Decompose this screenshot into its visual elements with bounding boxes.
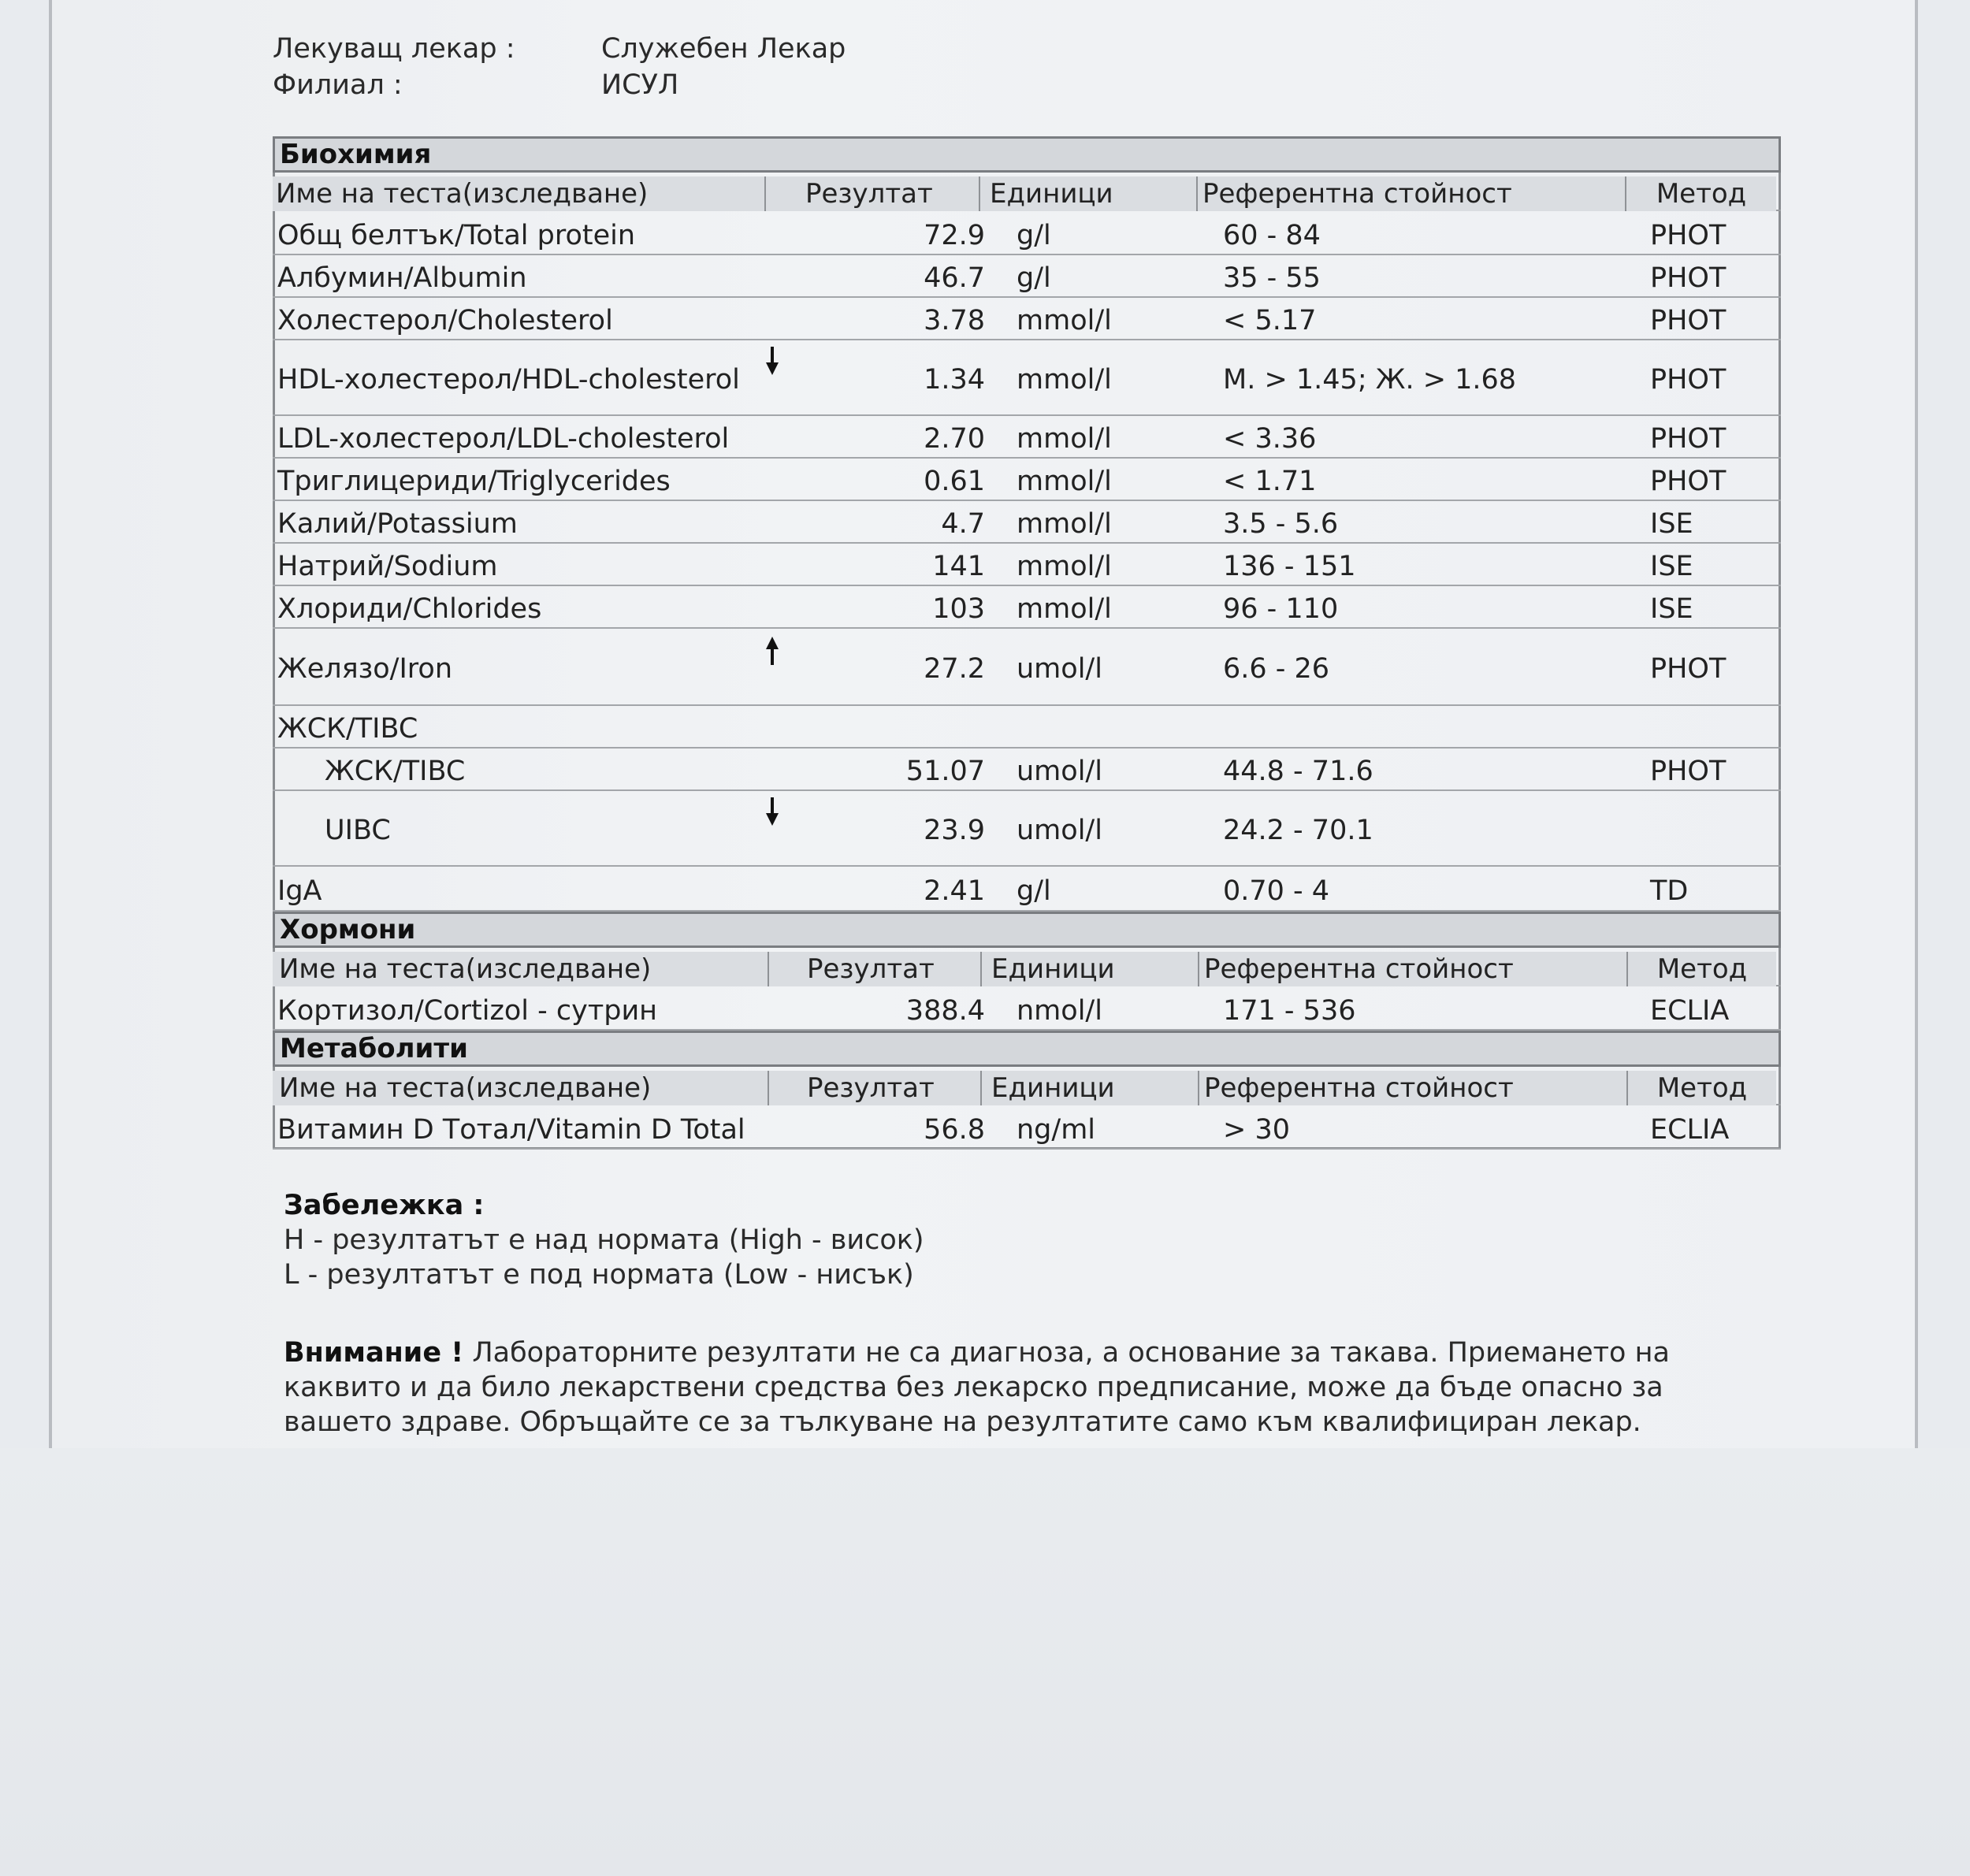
warning-paragraph (284, 1335, 1749, 1440)
test-result: 56.8 (924, 1114, 985, 1146)
test-unit: umol/l (1017, 756, 1102, 787)
test-reference-range: 171 - 536 (1223, 995, 1356, 1027)
test-unit: mmol/l (1017, 423, 1112, 455)
test-name: Желязо/Iron (277, 653, 453, 685)
branch-value: ИСУЛ (601, 69, 679, 101)
test-unit: umol/l (1017, 815, 1102, 846)
test-result: 141 (932, 551, 985, 582)
table-row (273, 629, 1781, 706)
background-surface (0, 1448, 1970, 1876)
col-method-label: Метод (1656, 1072, 1748, 1104)
table-row (273, 459, 1781, 501)
col-reference-label: Референтна стойност (1202, 178, 1512, 210)
test-reference-range: 96 - 110 (1223, 593, 1339, 625)
test-result: 1.34 (924, 364, 985, 396)
test-unit: mmol/l (1017, 593, 1112, 625)
doctor-label: Лекуващ лекар : (273, 33, 515, 65)
test-result: 2.41 (924, 875, 985, 907)
test-name: Триглицериди/Triglycerides (277, 466, 671, 497)
col-units-label: Единици (991, 953, 1115, 985)
section-title-biochem: Биохимия (273, 136, 1781, 173)
test-name: Калий/Potassium (277, 508, 518, 540)
warning-text: Лабораторните резултати не са диагноза, а основание за такава. Приемането на каквито и да било лекарствени средства без лекарско предписание, може да бъде опасно за вашето здраве. Обръщайте се за тълкуване на резултатите само към квалифициран лекар. (284, 1337, 1670, 1438)
col-name-header: Име на теста(изследване) (273, 176, 764, 211)
arrow-up-icon (764, 635, 781, 667)
test-unit: mmol/l (1017, 551, 1112, 582)
test-method: ISE (1650, 551, 1693, 582)
table-row (273, 988, 1781, 1031)
table-row (273, 255, 1781, 298)
test-result: 23.9 (924, 815, 985, 846)
section-title-metabolites: Метаболити (273, 1031, 1781, 1067)
table-row (273, 867, 1781, 912)
test-reference-range: > 30 (1223, 1114, 1290, 1146)
col-method-header (1625, 176, 1776, 211)
test-unit: mmol/l (1017, 305, 1112, 336)
test-unit: mmol/l (1017, 466, 1112, 497)
test-method: PHOT (1650, 220, 1727, 251)
table-row (273, 586, 1781, 629)
test-method: PHOT (1650, 466, 1727, 497)
column-header-row (273, 1071, 1781, 1105)
test-reference-range: 0.70 - 4 (1223, 875, 1330, 907)
column-header-row (273, 176, 1781, 211)
test-result: 103 (932, 593, 985, 625)
col-method-header (1626, 1071, 1776, 1105)
test-reference-range: 35 - 55 (1223, 262, 1321, 294)
col-method-label: Метод (1656, 178, 1747, 210)
col-reference-label: Референтна стойност (1204, 1072, 1514, 1104)
test-name: Албумин/Albumin (277, 262, 527, 294)
page-edge-right (1915, 0, 1918, 1448)
test-name: ЖСК/TIBC (325, 756, 466, 787)
test-reference-range: 3.5 - 5.6 (1223, 508, 1339, 540)
col-reference-header (1198, 1071, 1626, 1105)
table-row (273, 213, 1781, 255)
note-low: L - резултатът е под нормата (Low - нисък) (284, 1259, 914, 1291)
test-method: PHOT (1650, 653, 1727, 685)
test-name: LDL-холестерол/LDL-cholesterol (277, 423, 730, 455)
test-reference-range: 44.8 - 71.6 (1223, 756, 1373, 787)
col-result-label: Резултат (807, 953, 935, 985)
col-reference-header (1198, 952, 1626, 986)
test-method: ECLIA (1650, 1114, 1730, 1146)
test-result: 388.4 (905, 995, 985, 1027)
test-name: UIBC (325, 815, 391, 846)
test-method: PHOT (1650, 756, 1727, 787)
test-name: IgA (277, 875, 322, 907)
test-result: 51.07 (905, 756, 985, 787)
table-row (273, 340, 1781, 416)
test-unit: g/l (1017, 875, 1051, 907)
arrow-down-icon (764, 796, 781, 827)
test-result: 72.9 (924, 220, 985, 251)
col-method-header (1626, 952, 1776, 986)
test-result: 46.7 (924, 262, 985, 294)
table-row (273, 1107, 1781, 1150)
test-unit: mmol/l (1017, 364, 1112, 396)
test-result: 27.2 (924, 653, 985, 685)
test-name: Витамин D Тотал/Vitamin D Total (277, 1114, 745, 1146)
col-units-label: Единици (990, 178, 1113, 210)
column-header-row (273, 952, 1781, 986)
table-row (273, 544, 1781, 586)
test-unit: nmol/l (1017, 995, 1102, 1027)
warning-label: Внимание ! (284, 1337, 464, 1369)
test-reference-range: < 1.71 (1223, 466, 1317, 497)
branch-label: Филиал : (273, 69, 403, 101)
col-result-label: Резултат (805, 178, 933, 210)
test-reference-range: < 3.36 (1223, 423, 1317, 455)
test-method: PHOT (1650, 423, 1727, 455)
test-method: ISE (1650, 508, 1693, 540)
test-method: PHOT (1650, 305, 1727, 336)
test-reference-range: 136 - 151 (1223, 551, 1356, 582)
test-result: 0.61 (924, 466, 985, 497)
test-method: PHOT (1650, 262, 1727, 294)
test-result: 3.78 (924, 305, 985, 336)
test-name: Хлориди/Chlorides (277, 593, 542, 625)
test-unit: umol/l (1017, 653, 1102, 685)
test-name: HDL-холестерол/HDL-cholesterol (277, 364, 740, 396)
doctor-value: Служебен Лекар (601, 33, 846, 65)
note-title: Забележка : (284, 1190, 485, 1221)
note-high: H - резултатът е над нормата (High - висок) (284, 1224, 924, 1256)
arrow-down-icon (764, 345, 781, 377)
table-row (273, 416, 1781, 459)
test-unit: mmol/l (1017, 508, 1112, 540)
col-reference-header (1196, 176, 1625, 211)
test-name: Натрий/Sodium (277, 551, 498, 582)
test-unit: g/l (1017, 262, 1051, 294)
test-method: ISE (1650, 593, 1693, 625)
test-reference-range: 60 - 84 (1223, 220, 1321, 251)
col-result-label: Резултат (807, 1072, 935, 1104)
table-row (273, 791, 1781, 867)
test-method: ECLIA (1650, 995, 1730, 1027)
test-name: Холестерол/Cholesterol (277, 305, 613, 336)
col-reference-label: Референтна стойност (1204, 953, 1514, 985)
test-unit: ng/ml (1017, 1114, 1096, 1146)
col-method-label: Метод (1656, 953, 1748, 985)
test-reference-range: < 5.17 (1223, 305, 1317, 336)
section-title-hormones: Хормони (273, 912, 1781, 948)
test-name: Кортизол/Cortizol - сутрин (277, 995, 658, 1027)
test-method: PHOT (1650, 364, 1727, 396)
col-name-header: Име на теста(изследване) (273, 952, 768, 986)
test-reference-range: 24.2 - 70.1 (1223, 815, 1373, 846)
test-reference-range: 6.6 - 26 (1223, 653, 1330, 685)
test-result: 4.7 (941, 508, 985, 540)
table-row (273, 706, 1781, 749)
test-unit: g/l (1017, 220, 1051, 251)
table-row (273, 501, 1781, 544)
table-row (273, 298, 1781, 340)
test-name: Общ белтък/Total protein (277, 220, 636, 251)
col-name-header: Име на теста(изследване) (273, 1071, 768, 1105)
test-result: 2.70 (924, 423, 985, 455)
table-row (273, 749, 1781, 791)
test-reference-range: М. > 1.45; Ж. > 1.68 (1223, 364, 1517, 396)
test-method: TD (1650, 875, 1689, 907)
test-name: ЖСК/TIBC (277, 713, 418, 745)
col-units-label: Единици (991, 1072, 1115, 1104)
